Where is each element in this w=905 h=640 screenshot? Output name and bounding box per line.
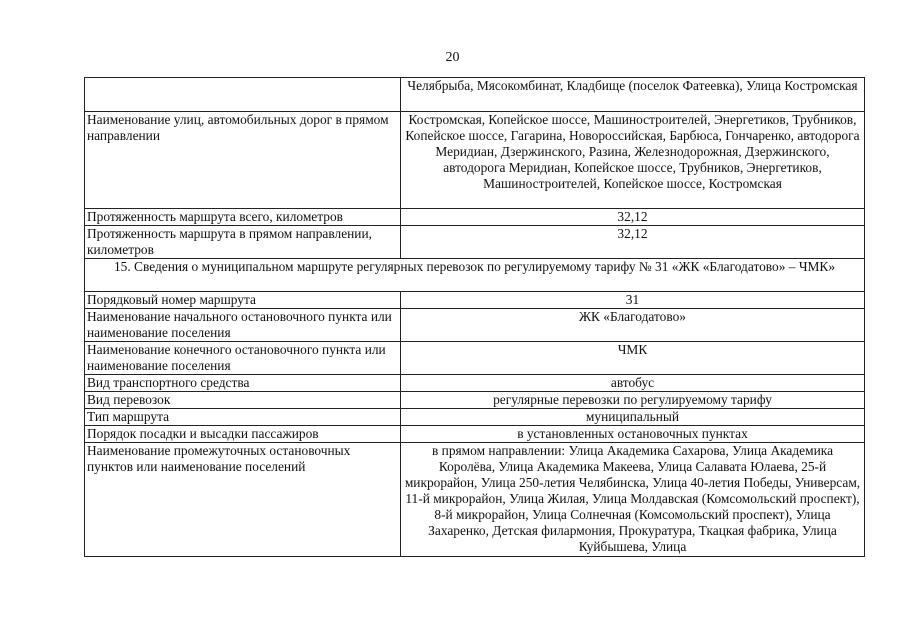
row-label: Наименование начального остановочного пункта или наименование поселения (85, 309, 401, 342)
row-value: муниципальный (401, 409, 865, 426)
row-value: Челябрыба, Мясокомбинат, Кладбище (поселок Фатеевка), Улица Костромская (401, 78, 865, 112)
row-value: 31 (401, 292, 865, 309)
row-label: Вид транспортного средства (85, 375, 401, 392)
row-value: 32,12 (401, 209, 865, 226)
route-info-table (84, 77, 865, 557)
row-label: Протяженность маршрута в прямом направлении, километров (85, 226, 401, 259)
row-label (85, 78, 401, 112)
table-row (85, 375, 865, 392)
row-value: Костромская, Копейское шоссе, Машиностроителей, Энергетиков, Трубников, Копейское шоссе, Гагарина, Новороссийская, Барбюса, Гончаренко, автодорога Меридиан, Дзержинского, Разина, Железнодорожная, Дзержинского, автодорога Меридиан, Копейское шоссе, Трубников, Энергетиков, Машиностроителей, Копейское шоссе, Костромская (401, 112, 865, 209)
table-row (85, 292, 865, 309)
row-label: Протяженность маршрута всего, километров (85, 209, 401, 226)
row-value: 32,12 (401, 226, 865, 259)
row-value: ЧМК (401, 342, 865, 375)
row-value: в установленных остановочных пунктах (401, 426, 865, 443)
row-value: ЖК «Благодатово» (401, 309, 865, 342)
table-row (85, 443, 865, 557)
row-value: автобус (401, 375, 865, 392)
table-row (85, 309, 865, 342)
section-row (85, 259, 865, 292)
row-label: Вид перевозок (85, 392, 401, 409)
section-title: 15. Сведения о муниципальном маршруте регулярных перевозок по регулируемому тарифу № 31 «ЖК «Благодатово» – ЧМК» (85, 259, 865, 292)
row-label: Тип маршрута (85, 409, 401, 426)
table-row (85, 209, 865, 226)
table-row (85, 409, 865, 426)
table-row (85, 78, 865, 112)
row-label: Порядковый номер маршрута (85, 292, 401, 309)
row-label: Порядок посадки и высадки пассажиров (85, 426, 401, 443)
row-label: Наименование промежуточных остановочных пунктов или наименование поселений (85, 443, 401, 557)
table-row (85, 112, 865, 209)
row-value: регулярные перевозки по регулируемому тарифу (401, 392, 865, 409)
table-row (85, 342, 865, 375)
row-label: Наименование улиц, автомобильных дорог в прямом направлении (85, 112, 401, 209)
row-label: Наименование конечного остановочного пункта или наименование поселения (85, 342, 401, 375)
row-value: в прямом направлении: Улица Академика Сахарова, Улица Академика Королёва, Улица Академика Макеева, Улица Салавата Юлаева, 25-й микрорайон, Улица 250-летия Челябинска, Улица 40-летия Победы, Универсам, 11-й микрорайон, Улица Жилая, Улица Молдавская (Комсомольский проспект), 8-й микрорайон, Улица Солнечная (Комсомольский проспект), Улица Захаренко, Детская филармония, Прокуратура, Ткацкая фабрика, Улица Куйбышева, Улица (401, 443, 865, 557)
table-row (85, 226, 865, 259)
table-row (85, 426, 865, 443)
page-number: 20 (445, 50, 460, 65)
table-row (85, 392, 865, 409)
